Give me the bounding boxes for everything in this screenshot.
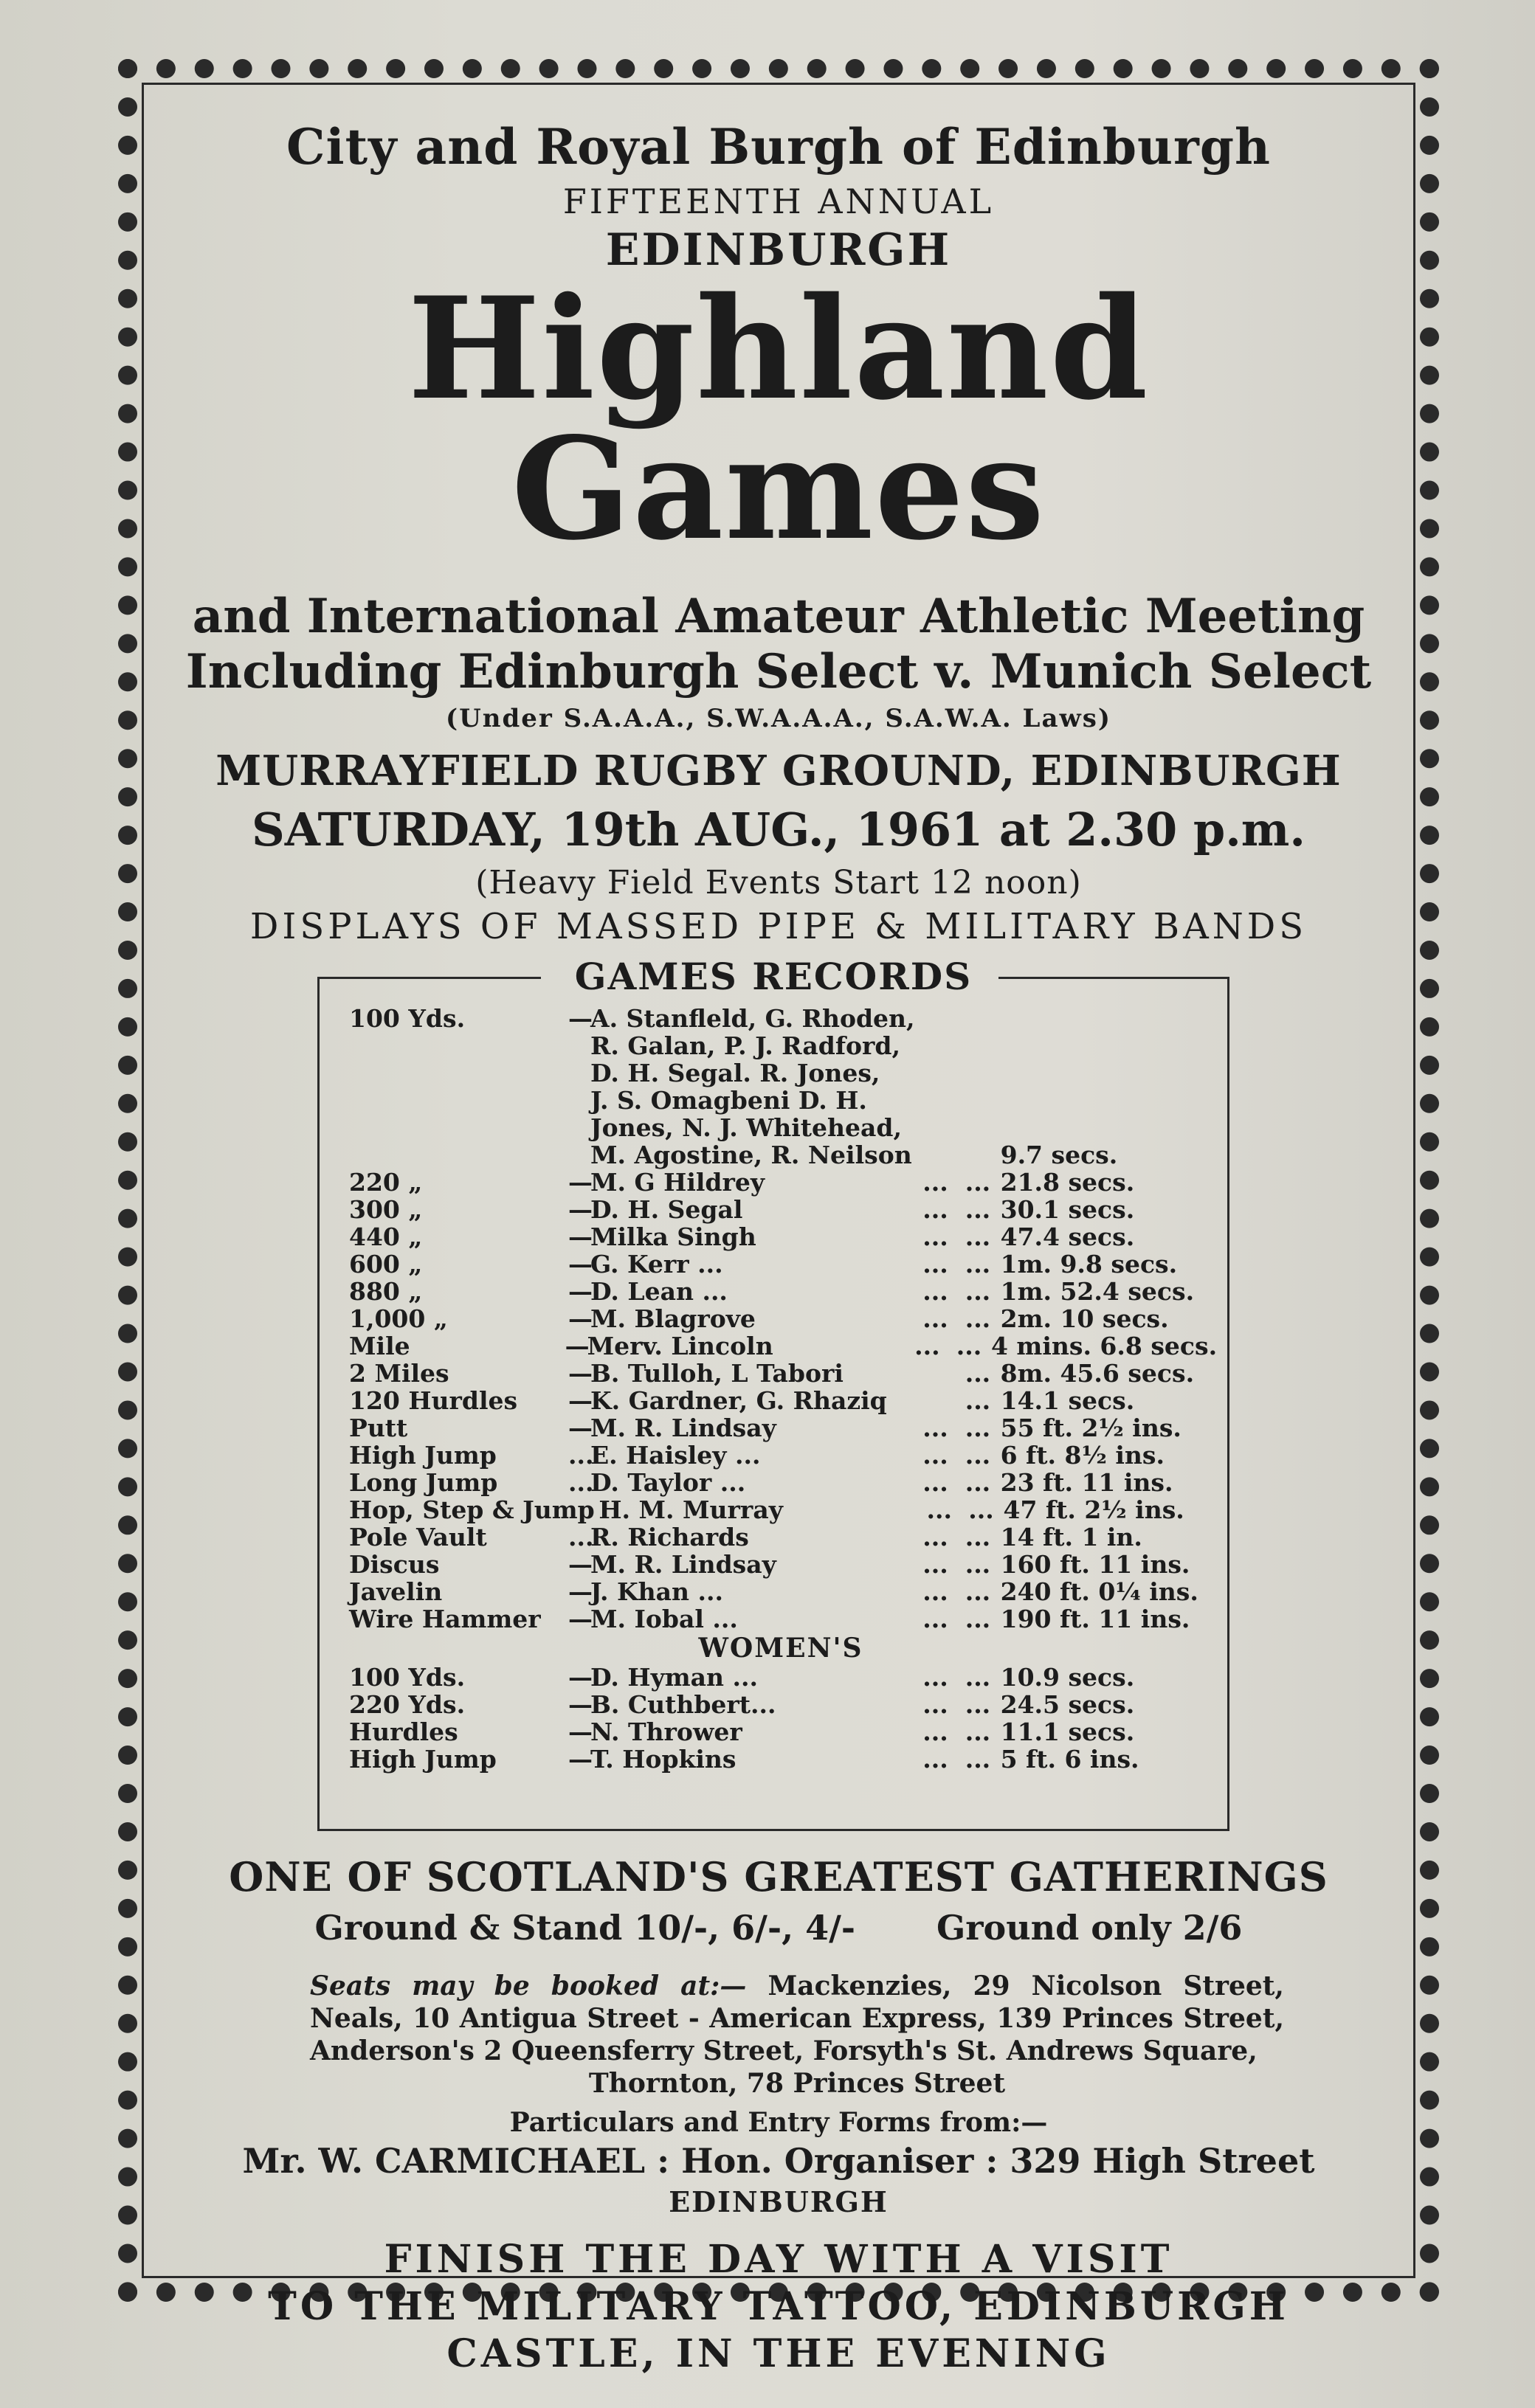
record-value: 14.1 secs.: [1000, 1386, 1135, 1415]
record-row: [349, 1691, 1213, 1718]
record-row: [349, 1442, 1213, 1469]
record-row: [349, 1387, 1213, 1414]
record-leader-dots: ...: [965, 1717, 991, 1746]
record-leader-dots: ...: [922, 1441, 948, 1470]
holder-line: A. Stanfleld, G. Rhoden,: [590, 1004, 915, 1033]
record-event: 100 Yds.: [349, 1004, 466, 1033]
record-leader-dots: ...: [922, 1690, 948, 1719]
seats-booking: [310, 1970, 1284, 2100]
subtitle-meeting: and International Amateur Athletic Meeting: [192, 589, 1365, 644]
record-holder: K. Gardner, G. Rhaziq: [590, 1386, 887, 1415]
seats-label: Seats may be booked at:—: [310, 1971, 747, 2002]
record-leader-dots: ...: [922, 1577, 948, 1606]
record-leader-dots: ...: [922, 1195, 948, 1224]
record-leader-dots: ...: [965, 1250, 991, 1279]
record-leader-dots: ...: [926, 1495, 952, 1524]
record-value: 23 ft. 11 ins.: [1000, 1468, 1173, 1497]
record-event: High Jump: [349, 1441, 497, 1470]
record-holder: M. Iobal ...: [590, 1605, 738, 1633]
displays-line: DISPLAYS OF MASSED PIPE & MILITARY BANDS: [249, 906, 1308, 947]
holder-line: M. Agostine, R. Neilson: [590, 1141, 912, 1169]
record-event: Hurdles: [349, 1717, 458, 1746]
record-value: 190 ft. 11 ins.: [1000, 1605, 1190, 1633]
record-row: [349, 1578, 1213, 1605]
prices-line: [170, 1908, 1387, 1948]
womens-heading: WOMEN'S: [698, 1633, 863, 1664]
laws-line: (Under S.A.A.A., S.W.A.A.A., S.A.W.A. Laws): [446, 704, 1111, 733]
record-holder: E. Haisley ...: [590, 1441, 761, 1470]
record-holder: R. Richards: [590, 1523, 749, 1551]
record-leader-dots: ...: [965, 1359, 991, 1388]
prices-stand: Ground & Stand 10/-, 6/-, 4/-: [314, 1908, 856, 1948]
record-leader-dots: ...: [922, 1745, 948, 1774]
record-event: High Jump: [349, 1745, 497, 1774]
record-row: [349, 1523, 1213, 1551]
record-leader-dots: ...: [922, 1468, 948, 1497]
women-records: [349, 1664, 1213, 1773]
record-event: Pole Vault: [349, 1523, 487, 1551]
holder-line: J. S. Omagbeni D. H.: [590, 1086, 867, 1115]
record-row: [349, 1305, 1213, 1332]
record-leader-dots: ...: [922, 1304, 948, 1333]
record-value: 47.4 secs.: [1000, 1222, 1135, 1251]
record-sep: ...: [568, 1441, 594, 1470]
record-value: 6 ft. 8½ ins.: [1000, 1441, 1165, 1470]
record-value: 47 ft. 2½ ins.: [1003, 1495, 1184, 1524]
city-line: City and Royal Burgh of Edinburgh: [286, 118, 1271, 176]
record-sep: ...: [568, 1523, 594, 1551]
record-value: 2m. 10 secs.: [1000, 1304, 1169, 1333]
holder-line: R. Galan, P. J. Radford,: [590, 1031, 900, 1060]
record-sep: —: [568, 1168, 593, 1197]
records-rows: [349, 1004, 1218, 1774]
record-leader-dots: ...: [965, 1195, 991, 1224]
record-value: 55 ft. 2½ ins.: [1000, 1414, 1182, 1442]
record-row: [349, 1414, 1213, 1442]
record-leader-dots: ...: [965, 1386, 991, 1415]
record-sep: —: [568, 1717, 593, 1746]
tattoo-notice: [170, 2236, 1387, 2378]
record-sep: —: [568, 1577, 593, 1606]
games-records-box: [317, 955, 1229, 1831]
record-sep: —: [568, 1250, 593, 1279]
record-value: 10.9 secs.: [1000, 1663, 1135, 1692]
record-event: Long Jump: [349, 1468, 498, 1497]
tattoo-line-3: CASTLE, IN THE EVENING: [446, 2331, 1111, 2376]
record-sep: —: [568, 1277, 593, 1306]
record-event: Javelin: [349, 1577, 443, 1606]
record-leader-dots: ...: [965, 1523, 991, 1551]
holder-line: Jones, N. J. Whitehead,: [590, 1113, 902, 1142]
record-leader-dots: ...: [965, 1468, 991, 1497]
record-sep: —: [568, 1663, 593, 1692]
record-leader-dots: ...: [922, 1523, 948, 1551]
record-leader-dots: [922, 1360, 965, 1387]
record-holder: Merv. Lincoln: [587, 1332, 773, 1360]
record-row: [349, 1278, 1213, 1305]
record-holder: D. H. Segal: [590, 1195, 743, 1224]
record-holder: B. Cuthbert...: [590, 1690, 776, 1719]
men-records: [349, 1168, 1218, 1633]
record-row: [349, 1332, 1218, 1360]
record-event: 100 Yds.: [349, 1663, 466, 1692]
record-leader-dots: [922, 1387, 965, 1414]
record-row: [349, 1718, 1213, 1746]
record-event: 600 „: [349, 1250, 423, 1279]
record-sep: —: [568, 1195, 593, 1224]
record-sep: —: [568, 1359, 593, 1388]
record-sep: —: [568, 1550, 593, 1579]
record-event: Discus: [349, 1550, 440, 1579]
record-leader-dots: ...: [922, 1717, 948, 1746]
record-holder: Milka Singh: [590, 1222, 756, 1251]
record-holder: H. M. Murray: [599, 1495, 783, 1524]
record-sep: ...: [568, 1468, 594, 1497]
record-sep: —: [568, 1304, 593, 1333]
record-leader-dots: ...: [922, 1414, 948, 1442]
record-leader-dots: ...: [965, 1577, 991, 1606]
venue-line: MURRAYFIELD RUGBY GROUND, EDINBURGH: [215, 747, 1342, 795]
games-records-title: GAMES RECORDS: [574, 955, 973, 998]
record-leader-dots: ...: [922, 1550, 948, 1579]
record-event: 440 „: [349, 1222, 423, 1251]
edinburgh-line: EDINBURGH: [605, 224, 952, 276]
record-event: 880 „: [349, 1277, 423, 1306]
record-row: [349, 1169, 1213, 1196]
record-leader-dots: ...: [922, 1250, 948, 1279]
record-leader-dots: ...: [965, 1663, 991, 1692]
record-holder: T. Hopkins: [590, 1745, 737, 1774]
record-sep: —: [565, 1332, 590, 1360]
record-holders: [590, 1005, 922, 1169]
record-leader-dots: ...: [965, 1605, 991, 1633]
record-leader-dots: ...: [922, 1605, 948, 1633]
record-sep: [578, 1496, 599, 1523]
record-sep: —: [568, 1386, 593, 1415]
record-sep: —: [568, 1690, 593, 1719]
record-holder: M. R. Lindsay: [590, 1550, 776, 1579]
record-event: Wire Hammer: [349, 1605, 541, 1633]
record-value: 1m. 52.4 secs.: [1000, 1277, 1195, 1306]
subtitle-select: Including Edinburgh Select v. Munich Select: [185, 644, 1372, 699]
poster-title: Highland Games: [407, 266, 1150, 571]
poster-content: [170, 103, 1387, 2378]
annual-line: FIFTEENTH ANNUAL: [562, 181, 995, 221]
record-sep: —: [568, 1222, 593, 1251]
record-sep: —: [568, 1605, 593, 1633]
record-value: 11.1 secs.: [1000, 1717, 1135, 1746]
record-holder: D. Lean ...: [590, 1277, 728, 1306]
record-leader-dots: ...: [922, 1277, 948, 1306]
record-value: 8m. 45.6 secs.: [1000, 1359, 1195, 1388]
record-sep: —: [568, 1004, 593, 1033]
record-value: 21.8 secs.: [1000, 1168, 1135, 1197]
tattoo-line-2: TO THE MILITARY TATTOO, EDINBURGH: [268, 2284, 1289, 2329]
organiser-line: Mr. W. CARMICHAEL : Hon. Organiser : 329 High Street: [242, 2141, 1315, 2181]
record-row: [349, 1551, 1213, 1578]
record-holder: G. Kerr ...: [590, 1250, 723, 1279]
record-event: Mile: [349, 1332, 410, 1360]
record-value: 240 ft. 0¼ ins.: [1000, 1577, 1198, 1606]
record-leader-dots: ...: [965, 1304, 991, 1333]
record-value: 1m. 9.8 secs.: [1000, 1250, 1178, 1279]
record-holder: N. Thrower: [590, 1717, 742, 1746]
record-leader-dots: ...: [922, 1222, 948, 1251]
record-event: Hop, Step & Jump: [349, 1495, 595, 1524]
record-row: [349, 1496, 1213, 1523]
record-holder: J. Khan ...: [590, 1577, 724, 1606]
record-row: [349, 1223, 1213, 1250]
record-holder: B. Tulloh, L Tabori: [590, 1359, 844, 1388]
record-row-first: [349, 1005, 1213, 1169]
record-row: [349, 1664, 1213, 1691]
record-event: 1,000 „: [349, 1304, 448, 1333]
record-holder: M. Blagrove: [590, 1304, 756, 1333]
record-leader-dots: ...: [922, 1168, 948, 1197]
record-leader-dots: ...: [965, 1277, 991, 1306]
record-value: 160 ft. 11 ins.: [1000, 1550, 1190, 1579]
organiser-city: EDINBURGH: [669, 2185, 889, 2218]
record-value: 9.7 secs.: [1000, 1141, 1118, 1169]
record-leader-dots: ...: [965, 1168, 991, 1197]
record-holder: D. Hyman ...: [590, 1663, 758, 1692]
record-event: 120 Hurdles: [349, 1386, 518, 1415]
prices-ground: Ground only 2/6: [936, 1908, 1243, 1948]
record-event: 2 Miles: [349, 1359, 449, 1388]
record-value: 14 ft. 1 in.: [1000, 1523, 1142, 1551]
record-leader-dots: ...: [965, 1690, 991, 1719]
record-leader-dots: ...: [965, 1222, 991, 1251]
record-row: [349, 1196, 1213, 1223]
record-value: 4 mins. 6.8 secs.: [990, 1332, 1218, 1360]
record-holder: M. R. Lindsay: [590, 1414, 776, 1442]
record-row: [349, 1250, 1213, 1278]
record-row: [349, 1360, 1213, 1387]
record-leader-dots: ...: [922, 1663, 948, 1692]
record-event: Putt: [349, 1414, 408, 1442]
record-leader-dots: ...: [965, 1414, 991, 1442]
tattoo-line-1: FINISH THE DAY WITH A VISIT: [384, 2237, 1173, 2282]
seats-text: Mackenzies, 29 Nicolson Street, Neals, 10 Antigua Street - American Express, 139 Princes Street, Anderson's 2 Queensferry Street, Forsyth's St. Andrews Square,: [310, 1971, 1284, 2066]
particulars-line: Particulars and Entry Forms from:—: [509, 2107, 1048, 2138]
record-leader-dots: ...: [968, 1495, 994, 1524]
record-event: 300 „: [349, 1195, 423, 1224]
holder-line: D. H. Segal. R. Jones,: [590, 1059, 880, 1087]
record-leader-dots: ...: [965, 1550, 991, 1579]
record-holder: D. Taylor ...: [590, 1468, 746, 1497]
record-value: 30.1 secs.: [1000, 1195, 1135, 1224]
seats-last: Thornton, 78 Princes Street: [588, 2068, 1006, 2099]
record-sep: —: [568, 1414, 593, 1442]
record-event: 220 Yds.: [349, 1690, 466, 1719]
record-sep: —: [568, 1745, 593, 1774]
record-leader-dots: ...: [965, 1441, 991, 1470]
record-row: [349, 1469, 1213, 1496]
record-value: 24.5 secs.: [1000, 1690, 1135, 1719]
date-line: SATURDAY, 19th AUG., 1961 at 2.30 p.m.: [252, 803, 1305, 857]
gatherings-line: ONE OF SCOTLAND'S GREATEST GATHERINGS: [229, 1853, 1328, 1900]
record-leader-dots: ...: [965, 1745, 991, 1774]
record-leader-dots: ...: [914, 1332, 940, 1360]
record-holder: M. G Hildrey: [590, 1168, 765, 1197]
record-row: [349, 1746, 1213, 1773]
record-event: 220 „: [349, 1168, 423, 1197]
record-leader-dots: ...: [956, 1332, 982, 1360]
record-row: [349, 1605, 1213, 1633]
record-value: 5 ft. 6 ins.: [1000, 1745, 1139, 1774]
heavy-events-line: (Heavy Field Events Start 12 noon): [475, 864, 1082, 902]
